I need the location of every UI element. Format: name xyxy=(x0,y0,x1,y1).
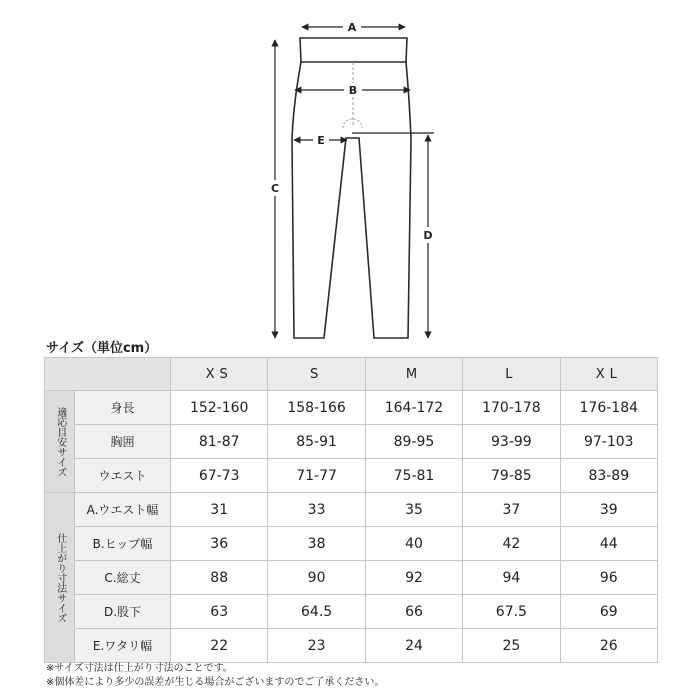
pants-outline xyxy=(292,62,411,338)
cell-value: 83-89 xyxy=(560,459,657,493)
cell-value: 79-85 xyxy=(463,459,560,493)
cell-value: 69 xyxy=(560,595,657,629)
cell-value: 81-87 xyxy=(171,425,268,459)
cell-value: 164-172 xyxy=(365,391,462,425)
cell-value: 96 xyxy=(560,561,657,595)
cell-value: 97-103 xyxy=(560,425,657,459)
row-label: E.ワタリ幅 xyxy=(75,629,171,663)
row-label: A.ウエスト幅 xyxy=(75,493,171,527)
cell-value: 89-95 xyxy=(365,425,462,459)
cell-value: 40 xyxy=(365,527,462,561)
table-row xyxy=(45,391,658,425)
cell-value: 85-91 xyxy=(268,425,365,459)
cell-value: 35 xyxy=(365,493,462,527)
measure-b-label: B xyxy=(348,84,358,97)
cell-value: 42 xyxy=(463,527,560,561)
size-header-xs: XS xyxy=(171,358,268,391)
cell-value: 158-166 xyxy=(268,391,365,425)
cell-value: 63 xyxy=(171,595,268,629)
size-header-xl: XL xyxy=(560,358,657,391)
pants-diagram xyxy=(0,0,700,345)
cell-value: 67-73 xyxy=(171,459,268,493)
cell-value: 88 xyxy=(171,561,268,595)
cell-value: 38 xyxy=(268,527,365,561)
measure-c-label: C xyxy=(270,182,280,195)
cell-value: 67.5 xyxy=(463,595,560,629)
table-row xyxy=(45,425,658,459)
measure-d-label: D xyxy=(423,229,433,242)
row-label: ウエスト xyxy=(75,459,171,493)
cell-value: 176-184 xyxy=(560,391,657,425)
cell-value: 31 xyxy=(171,493,268,527)
table-row xyxy=(45,561,658,595)
cell-value: 22 xyxy=(171,629,268,663)
cell-value: 36 xyxy=(171,527,268,561)
cell-value: 93-99 xyxy=(463,425,560,459)
cell-value: 23 xyxy=(268,629,365,663)
footnotes xyxy=(46,662,384,690)
cell-value: 44 xyxy=(560,527,657,561)
size-table-title: サイズ（単位cm） xyxy=(46,341,158,356)
size-header-m: M xyxy=(365,358,462,391)
cell-value: 75-81 xyxy=(365,459,462,493)
pants-waistband xyxy=(300,38,407,62)
cell-value: 66 xyxy=(365,595,462,629)
measure-a-label: A xyxy=(347,21,357,34)
measure-e-label: E xyxy=(317,134,325,147)
table-row xyxy=(45,459,658,493)
table-row xyxy=(45,629,658,663)
table-row xyxy=(45,595,658,629)
size-table xyxy=(44,357,658,663)
cell-value: 39 xyxy=(560,493,657,527)
table-corner xyxy=(45,358,171,391)
row-label: D.股下 xyxy=(75,595,171,629)
group-label-fit-size: 適応目安サイズ xyxy=(45,391,75,493)
cell-value: 90 xyxy=(268,561,365,595)
group-label-finished-size: 仕上がり寸法サイズ xyxy=(45,493,75,663)
row-label: C.総丈 xyxy=(75,561,171,595)
footnote: ※サイズ寸法は仕上がり寸法のことです。 xyxy=(46,663,233,674)
row-label: B.ヒップ幅 xyxy=(75,527,171,561)
table-row xyxy=(45,493,658,527)
cell-value: 152-160 xyxy=(171,391,268,425)
cell-value: 33 xyxy=(268,493,365,527)
table-row xyxy=(45,527,658,561)
size-header-row xyxy=(45,358,658,391)
cell-value: 71-77 xyxy=(268,459,365,493)
cell-value: 37 xyxy=(463,493,560,527)
cell-value: 94 xyxy=(463,561,560,595)
cell-value: 92 xyxy=(365,561,462,595)
footnote: ※個体差により多少の誤差が生じる場合がございますのでご了承ください。 xyxy=(46,677,385,688)
cell-value: 64.5 xyxy=(268,595,365,629)
row-label: 身長 xyxy=(75,391,171,425)
size-header-s: S xyxy=(268,358,365,391)
row-label: 胸囲 xyxy=(75,425,171,459)
cell-value: 25 xyxy=(463,629,560,663)
size-header-l: L xyxy=(463,358,560,391)
cell-value: 24 xyxy=(365,629,462,663)
cell-value: 170-178 xyxy=(463,391,560,425)
cell-value: 26 xyxy=(560,629,657,663)
